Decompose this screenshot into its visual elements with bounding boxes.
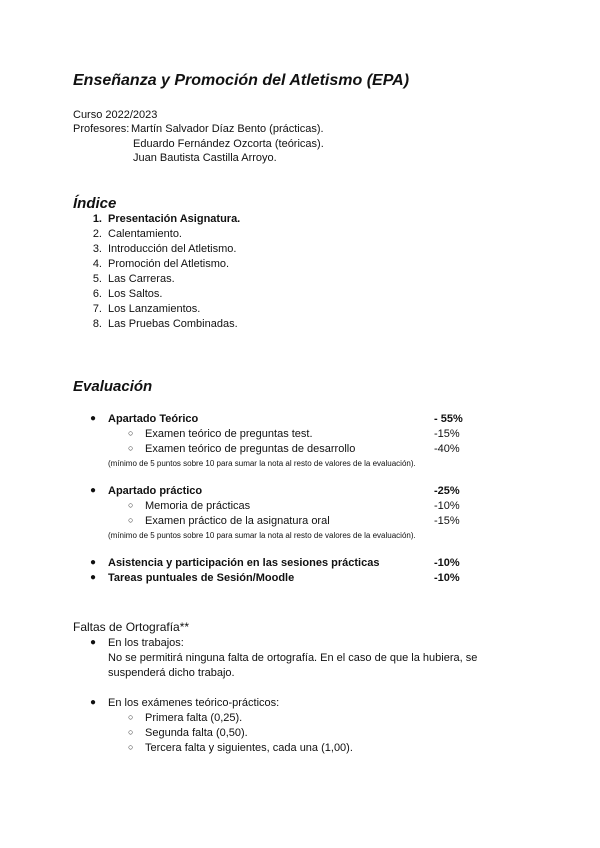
index-item — [88, 302, 200, 316]
exam-penalty-item: Segunda falta (0,50). — [145, 727, 248, 739]
circle-bullet-icon: ○ — [128, 712, 134, 722]
exam-penalty-item: Tercera falta y siguientes, cada una (1,00). — [145, 742, 353, 754]
circle-bullet-icon: ○ — [128, 443, 134, 453]
professor-third: Juan Bautista Castilla Arroyo. — [133, 152, 277, 164]
index-item — [88, 212, 240, 226]
index-heading: Índice — [73, 195, 117, 212]
spelling-heading: Faltas de Ortografía** — [73, 620, 190, 634]
circle-bullet-icon: ○ — [128, 500, 134, 510]
index-item-label: Las Carreras. — [108, 273, 175, 285]
index-item — [88, 227, 182, 241]
bullet-icon: ● — [90, 572, 97, 583]
index-item — [88, 272, 175, 286]
bullet-icon: ● — [90, 637, 97, 648]
index-item — [88, 317, 238, 331]
theory-sub-label: Examen teórico de preguntas de desarrollo — [145, 443, 356, 455]
index-item-number: 2. — [92, 228, 102, 240]
tasks-value: -10% — [434, 572, 460, 584]
index-item-label: Promoción del Atletismo. — [108, 258, 230, 270]
practice-sub-value: -10% — [434, 500, 460, 512]
practice-sub-value: -15% — [434, 515, 460, 527]
index-item-label: Presentación Asignatura. — [108, 213, 241, 225]
works-text-line-1: No se permitirá ninguna falta de ortografía. En el caso de que la hubiera, se — [108, 652, 478, 664]
tasks-label: Tareas puntuales de Sesión/Moodle — [108, 572, 295, 584]
circle-bullet-icon: ○ — [128, 727, 134, 737]
exams-label: En los exámenes teórico-prácticos: — [108, 697, 280, 709]
attendance-value: -10% — [434, 557, 460, 569]
bullet-icon: ● — [90, 413, 97, 424]
practice-sub-label: Memoria de prácticas — [145, 500, 251, 512]
index-item — [88, 257, 229, 271]
theory-value: - 55% — [434, 413, 463, 425]
index-item — [88, 287, 162, 301]
bullet-icon: ● — [90, 485, 97, 496]
professor-practical: Martín Salvador Díaz Bento (prácticas). — [131, 123, 324, 135]
index-item-label: Introducción del Atletismo. — [108, 243, 237, 255]
index-item-label: Los Saltos. — [108, 288, 163, 300]
index-item-label: Los Lanzamientos. — [108, 303, 201, 315]
works-label: En los trabajos: — [108, 637, 184, 649]
practice-note: (mínimo de 5 puntos sobre 10 para sumar la nota al resto de valores de la evaluación). — [108, 531, 416, 540]
index-item-number: 4. — [92, 258, 102, 270]
index-item-number: 1. — [92, 213, 102, 225]
index-item-number: 3. — [92, 243, 102, 255]
practice-value: -25% — [434, 485, 460, 497]
theory-sub-value: -15% — [434, 428, 460, 440]
course-year: Curso 2022/2023 — [73, 109, 158, 121]
evaluation-heading: Evaluación — [73, 378, 153, 395]
professors-label: Profesores: — [73, 123, 130, 135]
circle-bullet-icon: ○ — [128, 428, 134, 438]
index-item-number: 7. — [92, 303, 102, 315]
works-text-line-2: suspenderá dicho trabajo. — [108, 667, 235, 679]
circle-bullet-icon: ○ — [128, 515, 134, 525]
index-item-number: 8. — [92, 318, 102, 330]
theory-sub-label: Examen teórico de preguntas test. — [145, 428, 313, 440]
theory-note: (mínimo de 5 puntos sobre 10 para sumar la nota al resto de valores de la evaluación). — [108, 459, 416, 468]
document-title: Enseñanza y Promoción del Atletismo (EPA) — [73, 72, 410, 89]
attendance-label: Asistencia y participación en las sesiones prácticas — [108, 557, 380, 569]
index-item-number: 6. — [92, 288, 102, 300]
exam-penalty-item: Primera falta (0,25). — [145, 712, 243, 724]
index-item-label: Las Pruebas Combinadas. — [108, 318, 238, 330]
practice-sub-label: Examen práctico de la asignatura oral — [145, 515, 330, 527]
index-item-label: Calentamiento. — [108, 228, 182, 240]
bullet-icon: ● — [90, 557, 97, 568]
circle-bullet-icon: ○ — [128, 742, 134, 752]
professor-theory: Eduardo Fernández Ozcorta (teóricas). — [133, 138, 324, 150]
practice-label: Apartado práctico — [108, 485, 203, 497]
index-item-number: 5. — [92, 273, 102, 285]
index-item — [88, 242, 236, 256]
bullet-icon: ● — [90, 697, 97, 708]
theory-sub-value: -40% — [434, 443, 460, 455]
theory-label: Apartado Teórico — [108, 413, 199, 425]
